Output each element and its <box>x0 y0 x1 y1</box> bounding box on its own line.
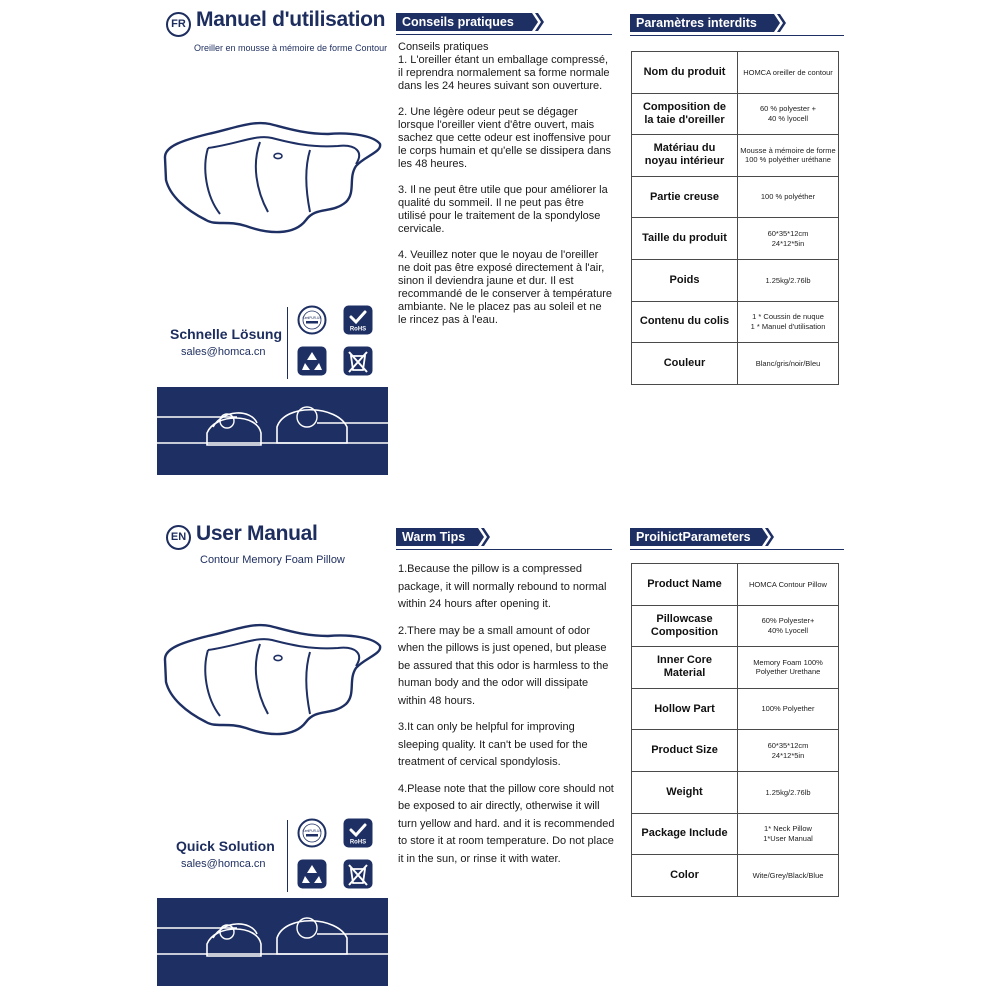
param-value: 1.25kg/2.76lb <box>765 275 811 285</box>
sleeping-illustration <box>157 387 388 475</box>
tips-header <box>396 528 612 546</box>
divider <box>287 307 288 379</box>
params-header-label: ProihictParameters <box>630 528 756 546</box>
param-value: 1*User Manual <box>763 833 813 843</box>
table-row <box>632 730 839 772</box>
param-value: HOMCA Contour Pillow <box>749 579 827 589</box>
header-stripes <box>526 13 550 31</box>
param-value: 40% Lyocell <box>767 625 809 635</box>
certipur-text: CertiPUR-US <box>302 316 322 320</box>
param-value: HOMCA oreiller de contour <box>743 67 833 77</box>
param-label: noyau intérieur <box>644 155 725 168</box>
contour-pillow-illustration <box>160 612 385 742</box>
param-label: Couleur <box>663 356 706 369</box>
table-row <box>632 93 839 135</box>
table-row <box>632 135 839 177</box>
certipur-text: CertiPUR-US <box>302 829 322 833</box>
no-wash-icon <box>343 346 373 376</box>
table-row <box>632 343 839 385</box>
param-value: 100 % polyéther <box>760 192 816 202</box>
tip-2: 2. Une légère odeur peut se dégager lorsque l'oreiller vient d'être ouvert, mais sachez que cette odeur est inoffensive pour le corps humain et qu'elle se dissipera dans les 48 heures. <box>398 106 612 170</box>
tip-4: 4. Veuillez noter que le noyau de l'oreiller ne doit pas être exposé directement à l'air, sinon il deviendra jaune et dur. Il est recommandé de le conserver à température ambiante. Ne le placez pas au soleil et ne le rincez pas à l'eau. <box>398 249 612 326</box>
param-label: Matériau du <box>653 142 716 155</box>
param-label: la taie d'oreiller <box>644 113 725 126</box>
tips-header <box>396 13 612 31</box>
sleeping-illustration <box>157 898 388 986</box>
recycle-icon <box>297 859 327 889</box>
param-label: Taille du produit <box>642 232 727 245</box>
param-value: Mousse à mémoire de forme <box>740 145 836 155</box>
param-value: 1.25kg/2.76lb <box>765 787 811 797</box>
params-header-label: Paramètres interdits <box>630 14 768 32</box>
divider <box>287 820 288 892</box>
table-row <box>632 688 839 730</box>
param-label: Pillowcase <box>656 612 713 625</box>
table-row <box>632 647 839 689</box>
param-label: Color <box>670 868 699 881</box>
param-value: 60*35*12cm <box>767 229 809 239</box>
param-label: Material <box>663 667 706 680</box>
param-value: 60 % polyester + <box>759 104 817 114</box>
certipur-icon <box>297 818 327 848</box>
param-label: Composition de <box>642 100 727 113</box>
param-value: 1 * Manuel d'utilisation <box>750 321 826 331</box>
params-table <box>631 563 839 897</box>
param-label: Contenu du colis <box>639 315 730 328</box>
tip-2: 2.There may be a small amount of odor when the pillows is just opened, but please be assured that this odor is harmless to the human body and the odor will dissipate within 48 hours. <box>398 624 609 707</box>
tip-3: 3.It can only be helpful for improving sleeping quality. It can't be used for the treatment of cervical spondylosis. <box>398 721 588 768</box>
param-label: Nom du produit <box>643 65 726 78</box>
rohs-text: RoHS <box>349 839 367 846</box>
table-row <box>632 301 839 343</box>
param-label: Composition <box>650 625 719 638</box>
param-value: 100 % polyéther uréthane <box>745 155 831 165</box>
header-stripes <box>472 528 496 546</box>
param-value: Polyether Urethane <box>755 667 821 677</box>
param-label: Weight <box>666 785 703 798</box>
table-row <box>632 771 839 813</box>
support-email: sales@homca.cn <box>181 346 266 358</box>
param-value: Wite/Grey/Black/Blue <box>752 870 824 880</box>
manual-title: Manuel d'utilisation <box>196 8 386 31</box>
param-label: Partie creuse <box>649 190 720 203</box>
params-header <box>630 528 844 546</box>
param-label: Package Include <box>641 827 728 840</box>
param-value: Blanc/gris/noir/Bleu <box>755 358 821 368</box>
params-header <box>630 14 844 32</box>
header-stripes <box>756 528 780 546</box>
param-value: 1 * Coussin de nuque <box>752 312 824 322</box>
manual-subtitle: Oreiller en mousse à mémoire de forme Contour <box>194 43 388 53</box>
param-value: 1* Neck Pillow <box>764 824 812 834</box>
table-row <box>632 813 839 855</box>
param-value: 100% Polyether <box>761 704 815 714</box>
tips-list <box>398 561 618 877</box>
params-table <box>631 51 839 385</box>
param-label: Product Size <box>651 744 718 757</box>
tip-1: 1.Because the pillow is a compressed package, it will normally rebound to normal within 24 hours after opening it. <box>398 563 607 610</box>
tips-header-label: Warm Tips <box>396 528 472 546</box>
param-label: Product Name <box>647 577 722 590</box>
param-label: Poids <box>669 273 700 286</box>
language-badge: FR <box>166 12 191 37</box>
solution-title: Quick Solution <box>176 838 275 854</box>
param-label: Inner Core <box>656 654 712 667</box>
support-email: sales@homca.cn <box>181 858 266 870</box>
param-value: 60*35*12cm <box>767 741 809 751</box>
solution-title: Schnelle Lösung <box>170 326 283 342</box>
certipur-icon <box>297 305 327 335</box>
tips-list <box>398 41 613 340</box>
recycle-icon <box>297 346 327 376</box>
tips-intro: Conseils pratiques <box>398 41 489 53</box>
table-row <box>632 52 839 94</box>
rohs-text: RoHS <box>349 326 367 333</box>
param-value: 24*12*5in <box>771 750 805 760</box>
param-value: 40 % lyocell <box>767 113 809 123</box>
param-value: Memory Foam 100% <box>753 657 823 667</box>
manual-section-en <box>0 500 1000 1000</box>
param-value: 60% Polyester+ <box>761 616 815 626</box>
manual-subtitle: Contour Memory Foam Pillow <box>200 554 345 566</box>
param-label: Hollow Part <box>654 702 715 715</box>
param-value: 24*12*5in <box>771 238 805 248</box>
header-stripes <box>768 14 792 32</box>
table-row <box>632 176 839 218</box>
tips-header-label: Conseils pratiques <box>396 13 526 31</box>
table-row <box>632 605 839 647</box>
contour-pillow-illustration <box>160 110 385 240</box>
language-badge: EN <box>166 525 191 550</box>
tip-3: 3. Il ne peut être utile que pour améliorer la qualité du sommeil. Il ne peut pas être utilisé pour le traitement de la spondylose cervicale. <box>398 184 608 235</box>
tip-1: 1. L'oreiller étant un emballage compressé, il reprendra normalement sa forme normale dans les 24 heures suivant son ouverture. <box>398 54 610 92</box>
rohs-icon <box>343 818 373 848</box>
table-row <box>632 855 839 897</box>
rohs-icon <box>343 305 373 335</box>
no-wash-icon <box>343 859 373 889</box>
table-row <box>632 218 839 260</box>
tip-4: 4.Please note that the pillow core should not be exposed to air directly, otherwise it will turn yellow and hard. and it is recommended to store it at room temperature. Do not place it in the sun, or rinse it with water. <box>398 782 615 865</box>
table-row <box>632 259 839 301</box>
manual-title: User Manual <box>196 522 318 545</box>
table-row <box>632 564 839 606</box>
